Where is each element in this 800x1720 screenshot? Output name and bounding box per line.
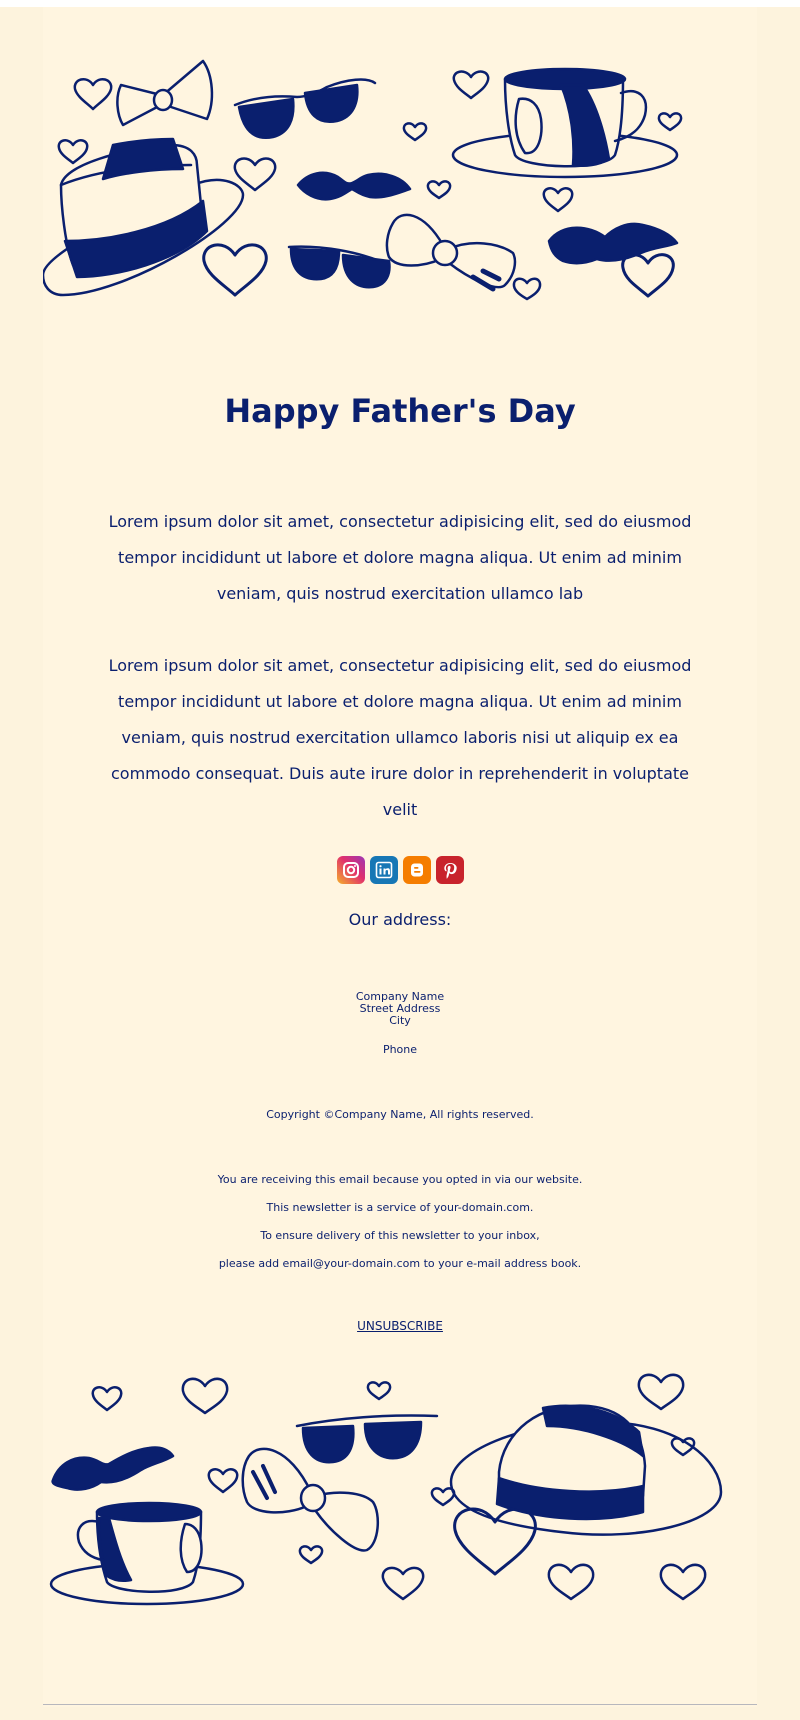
mustache-icon [53,1447,173,1489]
copyright: Copyright ©Company Name, All rights reserved. [266,1108,534,1121]
footer-line-2: This newsletter is a service of your-domain.com. [266,1201,534,1214]
hat-icon [451,1406,721,1535]
blogger-icon[interactable] [403,856,431,884]
bow-tie-icon [387,215,515,289]
heart-icon [544,188,572,211]
instagram-icon[interactable] [337,856,365,884]
heart-icon [639,1375,683,1409]
heart-icon [659,113,681,130]
bow-tie-icon [243,1449,378,1551]
heart-icon [300,1546,322,1563]
sunglasses-icon [235,80,375,138]
footer-line-3: To ensure delivery of this newsletter to your inbox, [260,1229,540,1242]
body-paragraph-2: Lorem ipsum dolor sit amet, consectetur adipisicing elit, sed do eiusmod tempor incididunt ut labore et dolore magna aliqua. Ut enim ad minim veniam, quis nostrud exercitation ullamco laboris nisi ut aliquip ex ea commodo consequat. Duis aute irure dolor in reprehenderit in voluptate velit [108,656,692,819]
heart-icon [514,279,540,299]
heart-icon [549,1565,593,1599]
footer-line-1: You are receiving this email because you opted in via our website. [217,1173,583,1186]
heart-icon [623,255,674,296]
footer-line-4: please add email@your-domain.com to your e-mail address book. [218,1257,582,1270]
heart-icon [204,245,267,295]
email-card [43,7,757,1707]
street-address: Street Address [359,1002,441,1015]
heart-icon [428,181,450,198]
phone: Phone [382,1043,418,1056]
heart-icon [93,1387,121,1410]
heart-icon [432,1488,454,1505]
heart-icon [368,1382,390,1399]
mustache-icon [549,224,677,263]
fathers-day-footer-illustration [43,1362,757,1662]
pinterest-icon[interactable] [436,856,464,884]
heart-icon [59,140,87,163]
heart-icon [183,1379,227,1413]
heart-icon [235,158,275,190]
linkedin-icon[interactable] [370,856,398,884]
heart-icon [383,1568,423,1599]
heart-icon [661,1565,705,1599]
bow-tie-icon [117,61,212,125]
sunglasses-icon [289,247,389,288]
mustache-icon [298,173,410,199]
email-background [0,7,800,1720]
address-heading: Our address: [348,910,452,929]
sunglasses-icon [297,1415,437,1462]
body-paragraph-1: Lorem ipsum dolor sit amet, consectetur adipisicing elit, sed do eiusmod tempor incididunt ut labore et dolore magna aliqua. Ut enim ad minim veniam, quis nostrud exercitation ullamco lab [108,512,692,603]
company-name: Company Name [355,990,445,1003]
social-links [43,856,757,884]
heart-icon [404,123,426,140]
teacup-icon [51,1503,243,1604]
city: City [389,1014,411,1027]
heart-icon [209,1469,237,1492]
email-title: Happy Father's Day [224,392,576,430]
unsubscribe-link[interactable]: UNSUBSCRIBE [357,1319,443,1333]
bottom-divider [43,1704,757,1705]
heart-icon [454,72,488,98]
heart-icon [75,79,111,109]
fathers-day-header-illustration [43,45,757,345]
unsubscribe-container [43,1319,757,1333]
